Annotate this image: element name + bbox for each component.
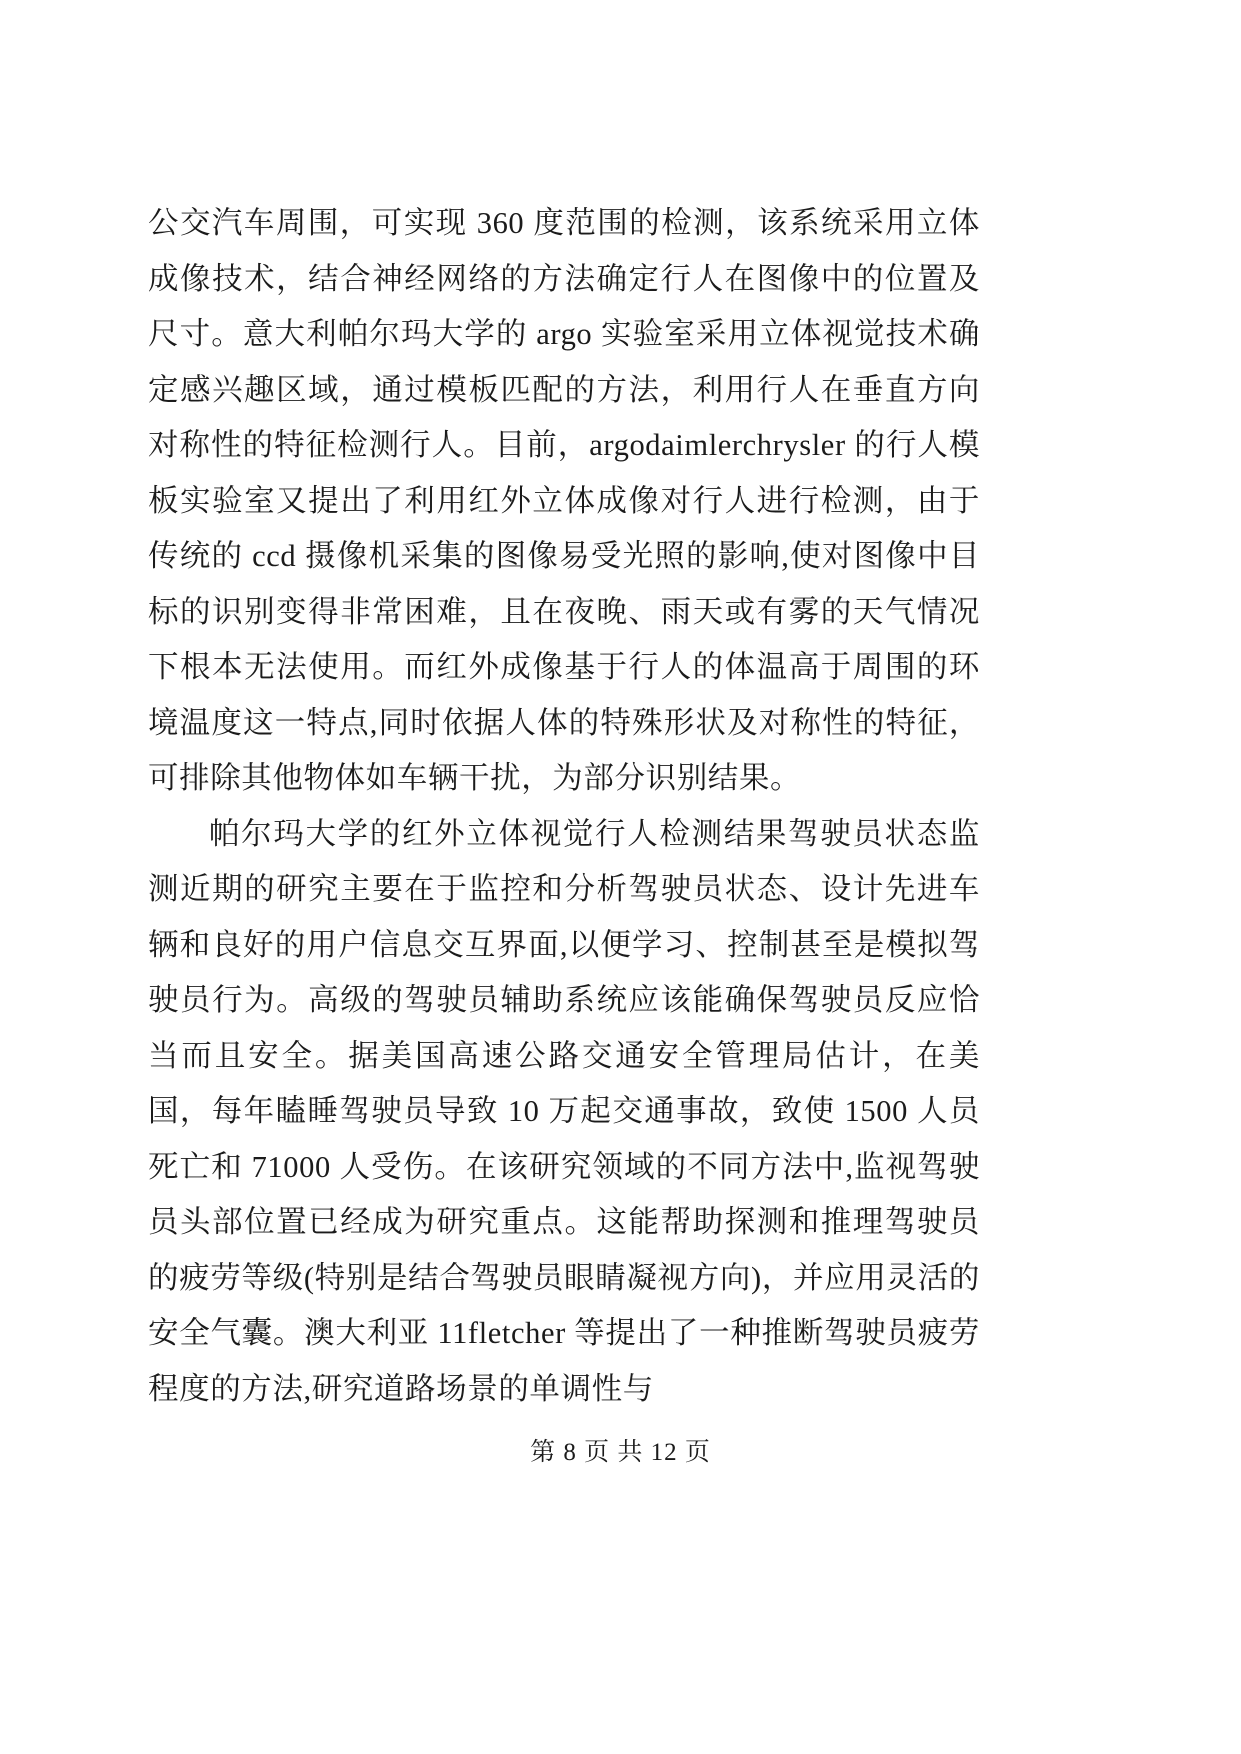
page-text-body	[148, 196, 980, 1417]
paragraph-2: 帕尔玛大学的红外立体视觉行人检测结果驾驶员状态监测近期的研究主要在于监控和分析驾驶员状态、设计先进车辆和良好的用户信息交互界面,以便学习、控制甚至是模拟驾驶员行为。高级的驾驶员辅助系统应该能确保驾驶员反应恰当而且安全。据美国高速公路交通安全管理局估计，在美国，每年瞌睡驾驶员导致 10 万起交通事故，致使 1500 人员死亡和 71000 人受伤。在该研究领域的不同方法中,监视驾驶员头部位置已经成为研究重点。这能帮助探测和推理驾驶员的疲劳等级(特别是结合驾驶员眼睛凝视方向)，并应用灵活的安全气囊。澳大利亚 11fletcher 等提出了一种推断驾驶员疲劳程度的方法,研究道路场景的单调性与	[148, 816, 980, 1406]
page-footer: 第 8 页 共 12 页	[530, 1439, 711, 1466]
paragraph-1: 公交汽车周围，可实现 360 度范围的检测，该系统采用立体成像技术，结合神经网络的方法确定行人在图像中的位置及尺寸。意大利帕尔玛大学的 argo 实验室采用立体视觉技术确定感兴趣区域，通过模板匹配的方法，利用行人在垂直方向对称性的特征检测行人。目前，argodaimlerchrysler 的行人模板实验室又提出了利用红外立体成像对行人进行检测，由于传统的 ccd 摄像机采集的图像易受光照的影响,使对图像中目标的识别变得非常困难，且在夜晚、雨天或有雾的天气情况下根本无法使用。而红外成像基于行人的体温高于周围的环境温度这一特点,同时依据人体的特殊形状及对称性的特征，可排除其他物体如车辆干扰，为部分识别结果。	[148, 206, 980, 795]
